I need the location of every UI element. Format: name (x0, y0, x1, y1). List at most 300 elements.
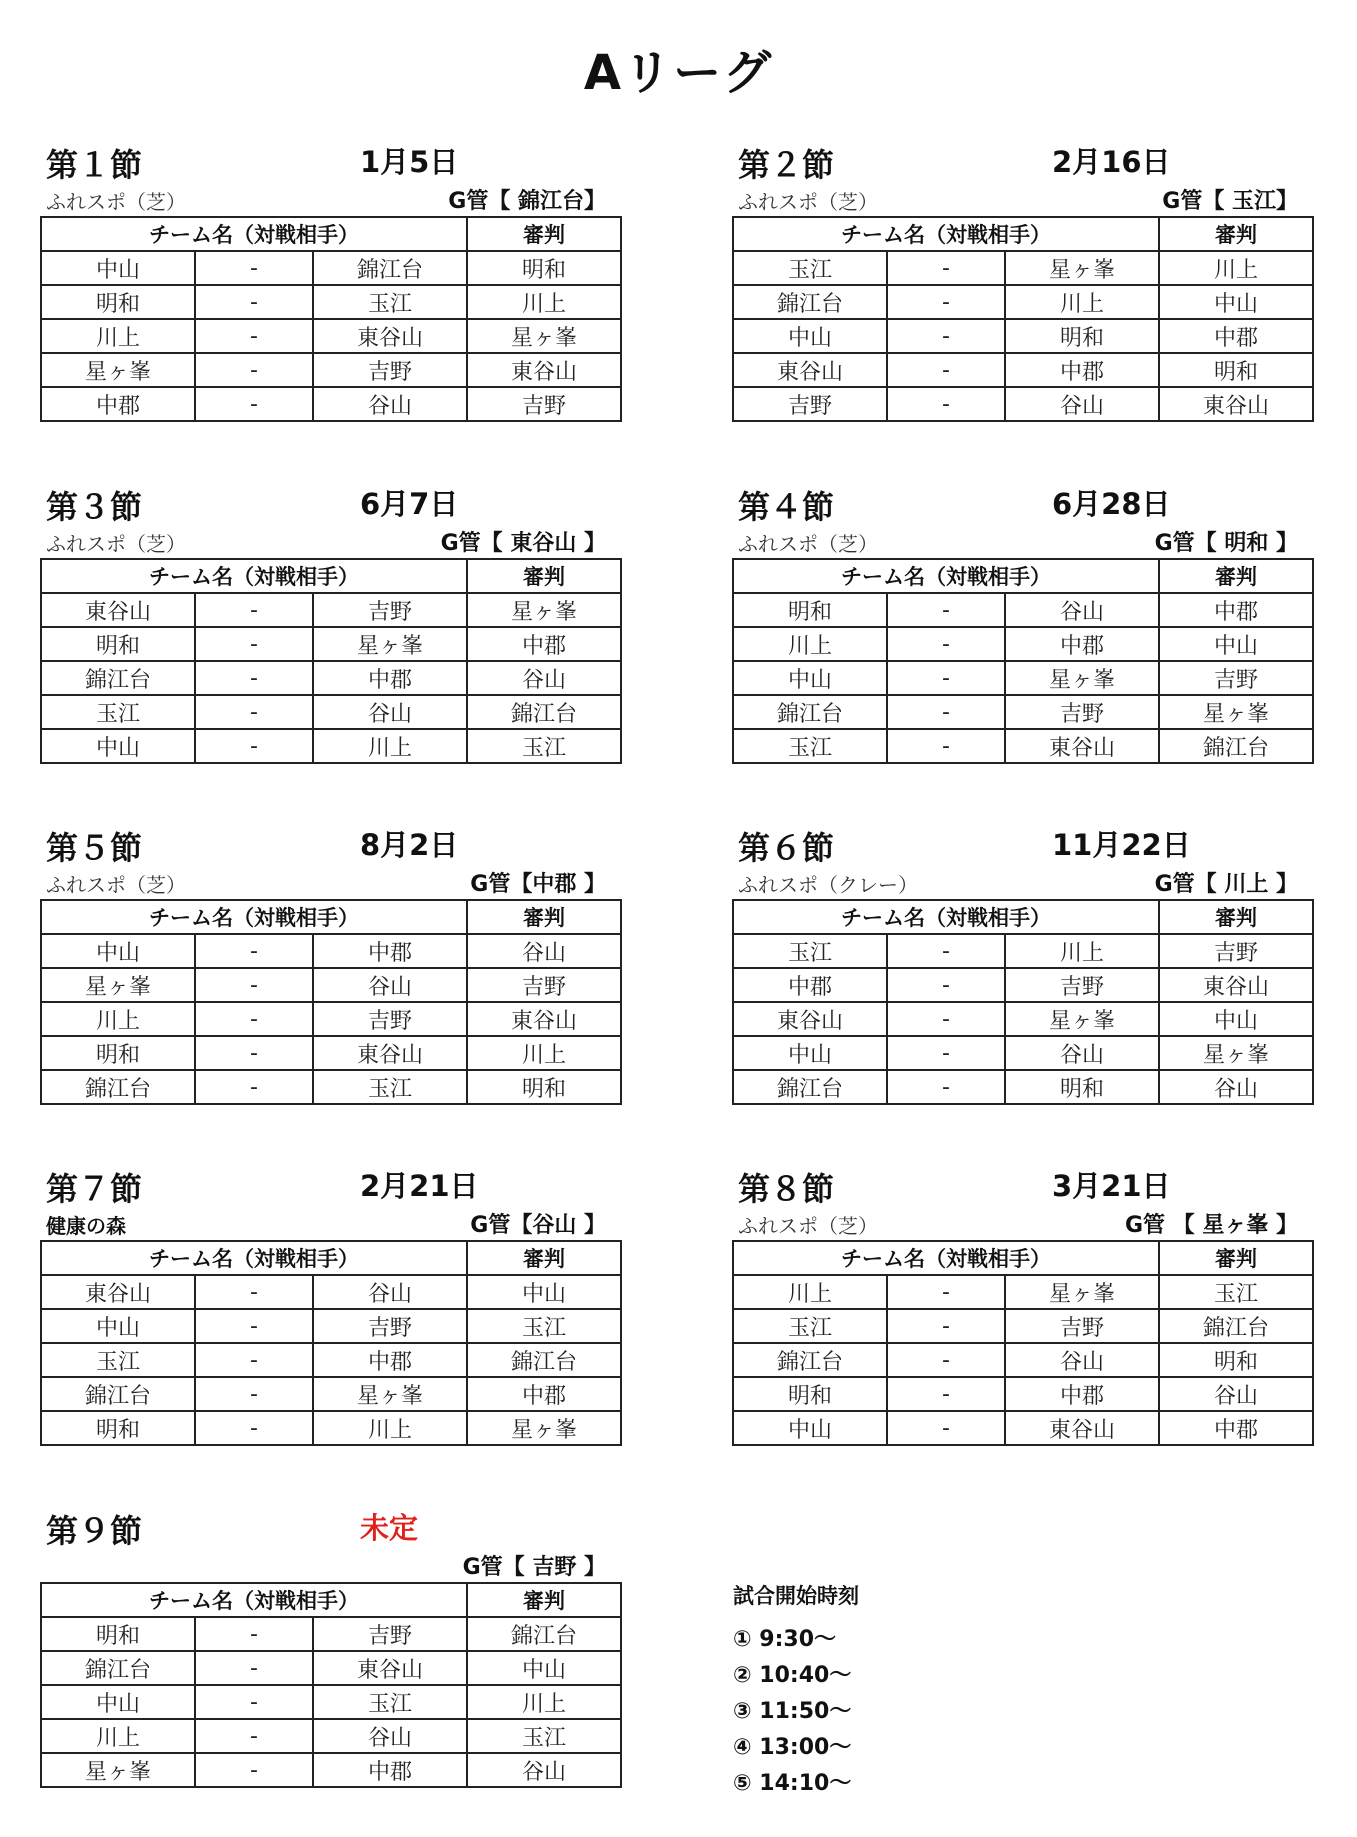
matchday-date: 1月5日 (360, 145, 459, 179)
referee-team: 星ヶ峯 (467, 1411, 621, 1445)
table-header-row (733, 900, 1313, 934)
referee-team: 玉江 (467, 729, 621, 763)
vs-dash: - (195, 593, 313, 627)
table-row (733, 934, 1313, 968)
matchday-name: 第５節 (46, 829, 143, 867)
table-header-row (41, 559, 621, 593)
home-team: 錦江台 (733, 1343, 887, 1377)
table-row (41, 1617, 621, 1651)
home-team: 玉江 (733, 251, 887, 285)
matchday-name: 第６節 (738, 829, 835, 867)
vs-dash: - (195, 1617, 313, 1651)
matchday-name: 第２節 (738, 146, 835, 184)
table-row (733, 1036, 1313, 1070)
matchday-name: 第１節 (46, 146, 143, 184)
team-header: チーム名（対戦相手） (41, 559, 467, 593)
referee-header: 審判 (467, 1583, 621, 1617)
referee-header: 審判 (467, 217, 621, 251)
referee-header: 審判 (467, 900, 621, 934)
referee-team: 川上 (1159, 251, 1313, 285)
table-row (733, 1002, 1313, 1036)
referee-team: 星ヶ峯 (1159, 1036, 1313, 1070)
away-team: 東谷山 (313, 319, 467, 353)
home-team: 星ヶ峯 (41, 968, 195, 1002)
ground-manager: G管【 明和 】 (1154, 531, 1298, 556)
matchday-block (40, 1164, 620, 1446)
away-team: 谷山 (1005, 1343, 1159, 1377)
vs-dash: - (195, 353, 313, 387)
away-team: 吉野 (1005, 968, 1159, 1002)
table-row (733, 593, 1313, 627)
matchday-date: 未定 (360, 1511, 419, 1545)
matchday-date: 6月7日 (360, 487, 459, 521)
referee-team: 吉野 (1159, 934, 1313, 968)
referee-team: 錦江台 (1159, 729, 1313, 763)
referee-team: 中山 (467, 1651, 621, 1685)
table-row (41, 1343, 621, 1377)
schedule-table (732, 899, 1314, 1105)
ground-manager: G管【 吉野 】 (462, 1555, 606, 1580)
team-header: チーム名（対戦相手） (41, 1583, 467, 1617)
table-row (733, 353, 1313, 387)
referee-team: 吉野 (467, 387, 621, 421)
start-time-item: ④ 13:00～ (733, 1735, 852, 1760)
matchday-header (40, 1164, 620, 1208)
referee-team: 谷山 (467, 661, 621, 695)
home-team: 中郡 (733, 968, 887, 1002)
table-row (41, 353, 621, 387)
matchday-header (732, 1164, 1312, 1208)
vs-dash: - (195, 387, 313, 421)
venue: ふれスポ（芝） (46, 190, 186, 214)
matchday-header (732, 482, 1312, 526)
referee-team: 吉野 (1159, 661, 1313, 695)
away-team: 星ヶ峯 (1005, 1002, 1159, 1036)
home-team: 錦江台 (41, 1070, 195, 1104)
referee-team: 中郡 (467, 1377, 621, 1411)
schedule-table (732, 1240, 1314, 1446)
home-team: 川上 (41, 1002, 195, 1036)
away-team: 谷山 (1005, 1036, 1159, 1070)
matchday-subrow (40, 867, 620, 899)
referee-team: 星ヶ峯 (467, 319, 621, 353)
home-team: 錦江台 (733, 1070, 887, 1104)
home-team: 錦江台 (733, 285, 887, 319)
away-team: 星ヶ峯 (313, 627, 467, 661)
table-header-row (733, 1241, 1313, 1275)
vs-dash: - (887, 1343, 1005, 1377)
away-team: 明和 (1005, 319, 1159, 353)
venue: ふれスポ（芝） (738, 190, 878, 214)
table-row (41, 1377, 621, 1411)
home-team: 東谷山 (41, 593, 195, 627)
vs-dash: - (195, 1070, 313, 1104)
venue: 健康の森 (46, 1214, 126, 1238)
home-team: 中山 (41, 1685, 195, 1719)
schedule-table (40, 1582, 622, 1788)
table-header-row (41, 900, 621, 934)
table-row (41, 285, 621, 319)
away-team: 東谷山 (1005, 729, 1159, 763)
vs-dash: - (887, 1002, 1005, 1036)
away-team: 吉野 (313, 593, 467, 627)
referee-team: 明和 (1159, 1343, 1313, 1377)
referee-team: 星ヶ峯 (467, 593, 621, 627)
table-row (733, 1411, 1313, 1445)
table-header-row (733, 559, 1313, 593)
away-team: 中郡 (313, 934, 467, 968)
home-team: 玉江 (41, 1343, 195, 1377)
table-row (41, 934, 621, 968)
referee-team: 中郡 (1159, 1411, 1313, 1445)
home-team: 明和 (733, 593, 887, 627)
home-team: 東谷山 (733, 1002, 887, 1036)
home-team: 明和 (41, 1036, 195, 1070)
away-team: 谷山 (313, 1275, 467, 1309)
home-team: 錦江台 (41, 1377, 195, 1411)
table-row (41, 661, 621, 695)
table-row (733, 319, 1313, 353)
matchday-date: 11月22日 (1052, 828, 1191, 862)
vs-dash: - (887, 285, 1005, 319)
away-team: 谷山 (313, 1719, 467, 1753)
referee-team: 玉江 (1159, 1275, 1313, 1309)
team-header: チーム名（対戦相手） (733, 217, 1159, 251)
vs-dash: - (887, 627, 1005, 661)
table-row (41, 1651, 621, 1685)
away-team: 星ヶ峯 (1005, 251, 1159, 285)
away-team: 星ヶ峯 (313, 1377, 467, 1411)
start-time-item: ⑤ 14:10～ (733, 1771, 852, 1796)
matchday-subrow (40, 526, 620, 558)
away-team: 東谷山 (313, 1036, 467, 1070)
matchday-name: 第４節 (738, 488, 835, 526)
vs-dash: - (195, 1036, 313, 1070)
table-row (733, 1070, 1313, 1104)
table-row (733, 387, 1313, 421)
table-row (41, 968, 621, 1002)
referee-team: 明和 (1159, 353, 1313, 387)
table-row (733, 1309, 1313, 1343)
vs-dash: - (887, 729, 1005, 763)
referee-team: 東谷山 (467, 353, 621, 387)
table-row (41, 1753, 621, 1787)
vs-dash: - (887, 695, 1005, 729)
vs-dash: - (887, 1070, 1005, 1104)
vs-dash: - (887, 353, 1005, 387)
matchday-header (732, 140, 1312, 184)
vs-dash: - (887, 1377, 1005, 1411)
referee-team: 東谷山 (1159, 387, 1313, 421)
referee-team: 中山 (1159, 285, 1313, 319)
matchday-header (40, 823, 620, 867)
referee-team: 錦江台 (467, 1343, 621, 1377)
vs-dash: - (887, 251, 1005, 285)
table-row (41, 319, 621, 353)
referee-team: 東谷山 (467, 1002, 621, 1036)
table-row (733, 1343, 1313, 1377)
vs-dash: - (887, 968, 1005, 1002)
matchday-subrow (40, 1550, 620, 1582)
referee-team: 谷山 (1159, 1377, 1313, 1411)
matchday-header (40, 1506, 620, 1550)
table-row (41, 1411, 621, 1445)
away-team: 谷山 (1005, 387, 1159, 421)
matchday-block (732, 1164, 1312, 1446)
referee-team: 谷山 (467, 1753, 621, 1787)
away-team: 吉野 (313, 1617, 467, 1651)
away-team: 谷山 (1005, 593, 1159, 627)
home-team: 星ヶ峯 (41, 353, 195, 387)
table-row (41, 1036, 621, 1070)
venue: ふれスポ（芝） (738, 532, 878, 556)
vs-dash: - (195, 1651, 313, 1685)
away-team: 中郡 (313, 1343, 467, 1377)
matchday-subrow (732, 1208, 1312, 1240)
home-team: 明和 (41, 285, 195, 319)
away-team: 吉野 (313, 1002, 467, 1036)
vs-dash: - (195, 695, 313, 729)
schedule-table (40, 1240, 622, 1446)
ground-manager: G管【 東谷山 】 (440, 531, 606, 556)
referee-team: 川上 (467, 1036, 621, 1070)
matchday-name: 第８節 (738, 1170, 835, 1208)
away-team: 谷山 (313, 387, 467, 421)
home-team: 東谷山 (41, 1275, 195, 1309)
table-row (41, 1275, 621, 1309)
venue: ふれスポ（芝） (738, 1214, 878, 1238)
referee-header: 審判 (1159, 1241, 1313, 1275)
ground-manager: G管【谷山 】 (470, 1213, 606, 1238)
ground-manager: G管【中郡 】 (470, 872, 606, 897)
matchday-block (40, 140, 620, 422)
vs-dash: - (887, 661, 1005, 695)
referee-team: 錦江台 (467, 1617, 621, 1651)
vs-dash: - (195, 1753, 313, 1787)
vs-dash: - (195, 1275, 313, 1309)
home-team: 中山 (41, 934, 195, 968)
table-row (733, 661, 1313, 695)
referee-header: 審判 (1159, 900, 1313, 934)
home-team: 星ヶ峯 (41, 1753, 195, 1787)
matchday-name: 第９節 (46, 1512, 143, 1550)
schedule-table (732, 558, 1314, 764)
start-times-title: 試合開始時刻 (733, 1584, 859, 1608)
matchday-date: 3月21日 (1052, 1169, 1171, 1203)
home-team: 明和 (733, 1377, 887, 1411)
venue: ふれスポ（クレー） (738, 873, 918, 897)
team-header: チーム名（対戦相手） (733, 1241, 1159, 1275)
ground-manager: G管【 錦江台】 (448, 189, 606, 214)
team-header: チーム名（対戦相手） (733, 900, 1159, 934)
ground-manager: G管【 川上 】 (1154, 872, 1298, 897)
matchday-name: 第３節 (46, 488, 143, 526)
table-header-row (41, 217, 621, 251)
table-row (41, 387, 621, 421)
referee-team: 明和 (467, 251, 621, 285)
home-team: 中山 (41, 1309, 195, 1343)
away-team: 川上 (313, 1411, 467, 1445)
table-header-row (41, 1583, 621, 1617)
table-row (41, 695, 621, 729)
vs-dash: - (195, 251, 313, 285)
away-team: 中郡 (1005, 627, 1159, 661)
team-header: チーム名（対戦相手） (733, 559, 1159, 593)
team-header: チーム名（対戦相手） (41, 900, 467, 934)
ground-manager: G管 【 星ヶ峯 】 (1124, 1213, 1298, 1238)
home-team: 錦江台 (41, 1651, 195, 1685)
away-team: 東谷山 (1005, 1411, 1159, 1445)
home-team: 東谷山 (733, 353, 887, 387)
home-team: 中山 (733, 319, 887, 353)
schedule-table (40, 216, 622, 422)
vs-dash: - (887, 934, 1005, 968)
home-team: 中山 (733, 1036, 887, 1070)
schedule-table (732, 216, 1314, 422)
table-header-row (733, 217, 1313, 251)
vs-dash: - (887, 1275, 1005, 1309)
matchday-date: 2月16日 (1052, 145, 1171, 179)
away-team: 玉江 (313, 285, 467, 319)
matchday-subrow (40, 1208, 620, 1240)
referee-team: 錦江台 (1159, 1309, 1313, 1343)
page-title: Aリーグ (583, 45, 774, 101)
team-header: チーム名（対戦相手） (41, 217, 467, 251)
vs-dash: - (195, 1377, 313, 1411)
vs-dash: - (195, 1719, 313, 1753)
team-header: チーム名（対戦相手） (41, 1241, 467, 1275)
table-row (41, 729, 621, 763)
table-row (733, 627, 1313, 661)
start-times-box (733, 1580, 859, 1802)
away-team: 吉野 (1005, 695, 1159, 729)
referee-team: 中郡 (467, 627, 621, 661)
table-row (41, 1685, 621, 1719)
matchday-header (40, 482, 620, 526)
home-team: 玉江 (733, 1309, 887, 1343)
schedule-table (40, 899, 622, 1105)
matchday-subrow (40, 184, 620, 216)
table-row (41, 593, 621, 627)
matchday-date: 2月21日 (360, 1169, 479, 1203)
home-team: 玉江 (733, 934, 887, 968)
matchday-date: 6月28日 (1052, 487, 1171, 521)
ground-manager: G管【 玉江】 (1162, 189, 1298, 214)
matchday-block (732, 823, 1312, 1105)
away-team: 谷山 (313, 968, 467, 1002)
vs-dash: - (195, 1411, 313, 1445)
referee-team: 玉江 (467, 1719, 621, 1753)
away-team: 川上 (313, 729, 467, 763)
vs-dash: - (195, 285, 313, 319)
home-team: 吉野 (733, 387, 887, 421)
vs-dash: - (887, 1309, 1005, 1343)
home-team: 中山 (733, 661, 887, 695)
away-team: 吉野 (313, 1309, 467, 1343)
table-row (733, 968, 1313, 1002)
referee-team: 川上 (467, 285, 621, 319)
start-time-item: ① 9:30～ (733, 1627, 837, 1652)
matchday-subrow (732, 184, 1312, 216)
referee-team: 谷山 (467, 934, 621, 968)
table-row (733, 729, 1313, 763)
away-team: 谷山 (313, 695, 467, 729)
table-row (733, 251, 1313, 285)
away-team: 玉江 (313, 1070, 467, 1104)
home-team: 川上 (733, 1275, 887, 1309)
away-team: 星ヶ峯 (1005, 661, 1159, 695)
home-team: 玉江 (733, 729, 887, 763)
venue: ふれスポ（芝） (46, 873, 186, 897)
vs-dash: - (195, 1002, 313, 1036)
away-team: 明和 (1005, 1070, 1159, 1104)
home-team: 明和 (41, 1617, 195, 1651)
away-team: 中郡 (313, 1753, 467, 1787)
referee-team: 中郡 (1159, 593, 1313, 627)
away-team: 東谷山 (313, 1651, 467, 1685)
away-team: 星ヶ峯 (1005, 1275, 1159, 1309)
matchday-block (40, 482, 620, 764)
away-team: 吉野 (1005, 1309, 1159, 1343)
vs-dash: - (887, 593, 1005, 627)
referee-team: 谷山 (1159, 1070, 1313, 1104)
home-team: 錦江台 (733, 695, 887, 729)
matchday-block (732, 482, 1312, 764)
away-team: 川上 (1005, 285, 1159, 319)
home-team: 中山 (41, 729, 195, 763)
away-team: 錦江台 (313, 251, 467, 285)
matchday-date: 8月2日 (360, 828, 459, 862)
referee-team: 中山 (467, 1275, 621, 1309)
referee-team: 吉野 (467, 968, 621, 1002)
referee-team: 中山 (1159, 627, 1313, 661)
vs-dash: - (195, 729, 313, 763)
home-team: 川上 (733, 627, 887, 661)
away-team: 中郡 (1005, 1377, 1159, 1411)
home-team: 明和 (41, 627, 195, 661)
referee-team: 錦江台 (467, 695, 621, 729)
home-team: 川上 (41, 319, 195, 353)
home-team: 明和 (41, 1411, 195, 1445)
table-row (41, 251, 621, 285)
referee-header: 審判 (1159, 559, 1313, 593)
vs-dash: - (887, 387, 1005, 421)
table-row (41, 1070, 621, 1104)
vs-dash: - (195, 1343, 313, 1377)
home-team: 錦江台 (41, 661, 195, 695)
home-team: 中郡 (41, 387, 195, 421)
away-team: 吉野 (313, 353, 467, 387)
referee-team: 中郡 (1159, 319, 1313, 353)
table-row (733, 1377, 1313, 1411)
matchday-subrow (732, 526, 1312, 558)
home-team: 川上 (41, 1719, 195, 1753)
matchday-subrow (732, 867, 1312, 899)
table-row (733, 285, 1313, 319)
vs-dash: - (887, 1411, 1005, 1445)
home-team: 中山 (41, 251, 195, 285)
vs-dash: - (887, 319, 1005, 353)
vs-dash: - (195, 1309, 313, 1343)
vs-dash: - (887, 1036, 1005, 1070)
referee-team: 東谷山 (1159, 968, 1313, 1002)
matchday-block (40, 823, 620, 1105)
referee-header: 審判 (1159, 217, 1313, 251)
vs-dash: - (195, 1685, 313, 1719)
vs-dash: - (195, 661, 313, 695)
home-team: 中山 (733, 1411, 887, 1445)
vs-dash: - (195, 319, 313, 353)
